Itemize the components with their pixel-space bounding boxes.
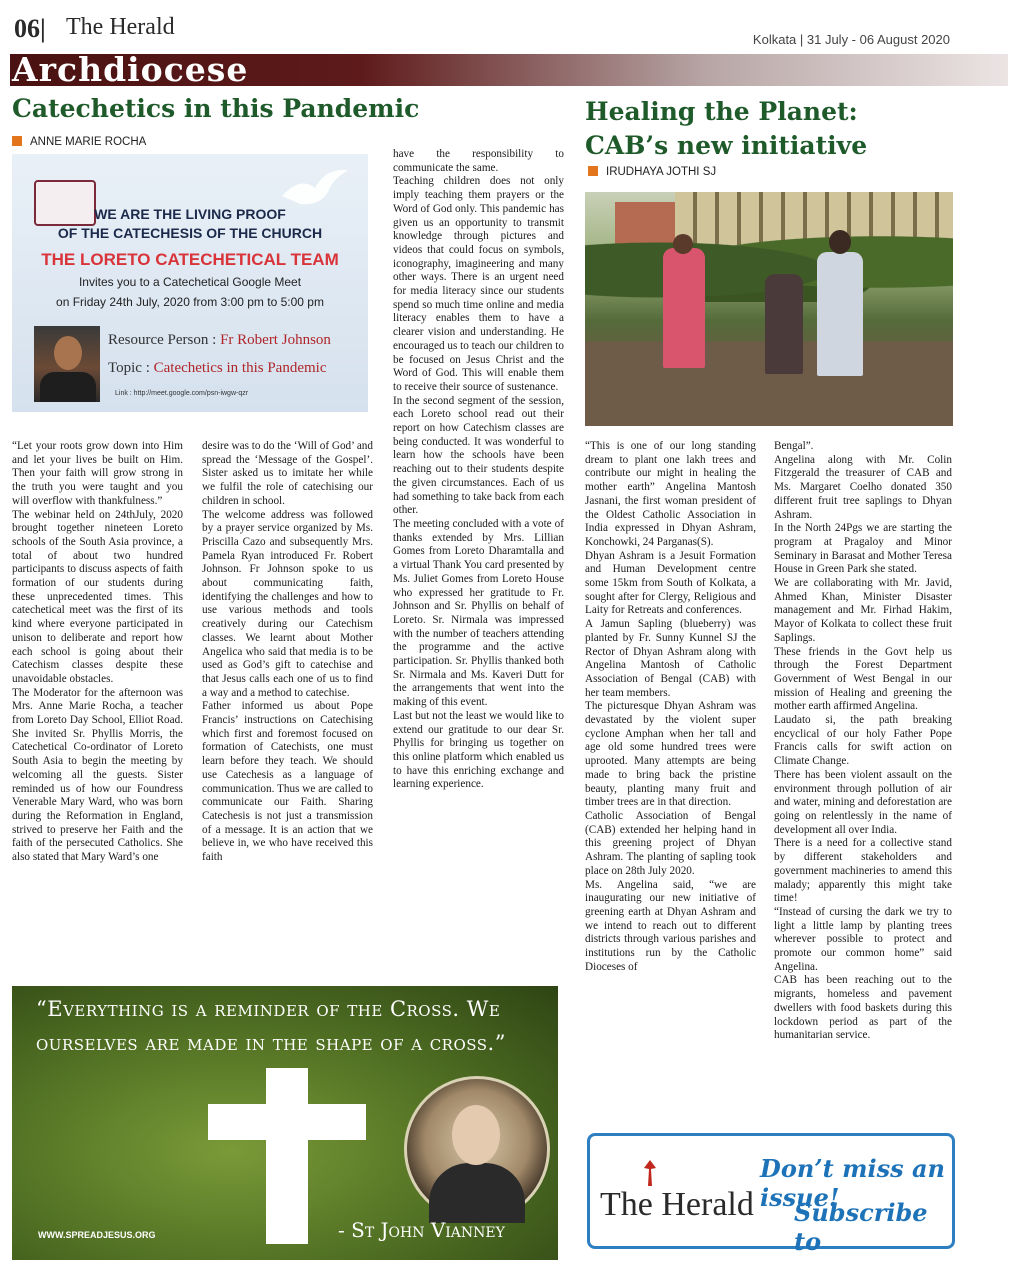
paragraph: Bengal”.	[774, 440, 814, 452]
paragraph: A Jamun Sapling (blueberry) was planted by Fr. Sunny Kunnel SJ the Rector of Dhyan Ashram along with Angelina Mantosh of Catholic Association of Bengal (CAB) with her team members.	[585, 618, 756, 699]
masthead-logo: The Herald	[66, 14, 175, 40]
paragraph: The welcome address was followed by a prayer service organized by Ms. Priscilla Cazo and subsequently Mrs. Pamela Ryan introduced Fr. Robert Johnson. Fr Johnson spoke to us about communicating faith, identifying the challenges and how to use various methods and tools creatively during our Catechism classes. We learnt about Mother Angelica who said that media is to be used as God’s gift to catechise and that Jesus calls each one of us to find a way and a method to catechise.	[202, 508, 373, 699]
article2-byline: IRUDHAYA JOTHI SJ	[588, 166, 716, 178]
paragraph: Laudato si, the path breaking encyclical of our holy Father Pope Francis calls for swift action on Climate Change.	[774, 714, 952, 768]
section-title: Archdiocese	[12, 50, 249, 89]
paragraph: In the second segment of the session, each Loreto school read out their report on how Catechism classes are being conducted. It was wonderful to learn how the schools have been reaching out to their students despite the given circumstances. Each of us had something to take back from each other.	[393, 394, 564, 517]
paragraph: Last but not the least we would like to extend our gratitude to our dear Sr. Phyllis for bringing us together on this online platform which enabled us to have this enriching exchange and learning experience.	[393, 709, 564, 791]
paragraph: These friends in the Govt help us through the Forest Department Government of West Bengal in our mission of Healing and greening the mother earth affirmed Angelina.	[774, 645, 952, 713]
cross-bar	[208, 1104, 366, 1140]
poster-line1: WE ARE THE LIVING PROOF	[94, 206, 286, 222]
paragraph: The Moderator for the afternoon was Mrs. Anne Marie Rocha, a teacher from Loreto Day School, Elliot Road. She invited Sr. Phyllis Morris, the Catechetical Co-ordinator of Loreto South Asia to begin the meeting by welcoming all the guests. Sister reminded us of how our Foundress Venerable Mary Ward, who was born during the Reformation in England, strived to preserve her Faith and the faith of the persecuted Catholics. She also stated that Mary Ward’s one	[12, 686, 183, 864]
article1-headline: Catechetics in this Pandemic	[12, 94, 420, 123]
paragraph: desire was to do the ‘Will of God’ and spread the ‘Message of the Gospel’. Sister asked us to imitate her while we fulfil the role of catechising our children in school.	[202, 440, 373, 507]
article2-headline: Healing the Planet: CAB’s new initiative	[585, 97, 868, 160]
paragraph: In the North 24Pgs we are starting the program at Pragaloy and Minor Seminary in Barasat and Mother Teresa House in Green Park she stated.	[774, 522, 952, 576]
article2-column1	[585, 440, 756, 1120]
page-number: 06|	[14, 14, 46, 43]
poster-resource: Resource Person : Fr Robert Johnson	[108, 332, 331, 348]
article1-column2	[202, 440, 373, 970]
paragraph: Teaching children does not only imply teaching them prayers or the Word of God only. This pandemic has given us an opportunity to transmit knowledge through pictures and videos that could focus on symbols, iconography, imagineering and many other ways. There is an urgent need for media literacy since our students spend so much time online and media literacy enables them to have a clearer vision and understanding. He encouraged us to teach our children to be focused on Jesus Christ and the Word of God. This will enable them to receive their source of sustenance.	[393, 175, 564, 393]
poster-line2: OF THE CATECHESIS OF THE CHURCH	[57, 225, 323, 241]
poster-topic: Topic : Catechetics in this Pandemic	[108, 360, 327, 376]
poster-link: Link : http://meet.google.com/psn-iwgw-qzr	[115, 390, 249, 397]
paragraph: Catholic Association of Bengal (CAB) extended her helping hand in this greening project of Dhyan Ashram. The planting of sapling took place on 28th July 2020.	[585, 809, 756, 877]
paragraph: “Let your roots grow down into Him and let your lives be built on Him. Then your faith will grow strong in the truth you were taught and you will overflow with thankfulness.”	[12, 440, 183, 507]
paragraph: CAB has been reaching out to the migrants, homeless and pavement dwellers with food baskets during this lockdown period as part of the humanitarian service.	[774, 974, 952, 1042]
byline-square-icon	[12, 136, 22, 146]
paragraph: Father informed us about Pope Francis’ instructions on Catechising which first and foremost focused on formation of Catechists, one must learn before they teach. We should use Catechesis as a language of communication. Thus we are called to communicate our Faith. Sharing Catechesis is not just a transmission of a message. It is an action that we believe in, we who have received this faith	[202, 700, 373, 864]
issue-date: Kolkata | 31 July - 06 August 2020	[752, 32, 950, 47]
event-poster	[12, 154, 368, 412]
herald-figure-icon	[642, 1158, 658, 1188]
quote-url: WWW.SPREADJESUS.ORG	[38, 1230, 156, 1240]
poster-invite: Invites you to a Catechetical Google Meet	[78, 275, 302, 289]
article1-column3	[393, 148, 564, 978]
paragraph: “Instead of cursing the dark we try to light a little lamp by planting trees wherever possible to protect and promote our common home” said Angelina.	[774, 905, 952, 973]
tree-planting-photo	[585, 192, 953, 426]
paragraph: “This is one of our long standing dream to plant one lakh trees and contribute our might in healing the mother earth” Angelina Mantosh Jasnani, the first woman president of the Oldest Catholic Association in India expressed in Dhyan Ashram, Konchowki, 24 Parganas(S).	[585, 440, 756, 548]
cross-icon	[266, 1068, 308, 1244]
ad-headline: Don’t miss an issue!	[760, 1154, 945, 1212]
paragraph: Angelina along with Mr. Colin Fitzgerald the treasurer of CAB and Ms. Margaret Coelho donated 350 different fruit tree saplings to Dhyan Ashram.	[774, 453, 952, 521]
paragraph: The meeting concluded with a vote of thanks extended by Mrs. Lillian Gomes from Loreto Dharamtalla and a virtual Thank You card presented by Ms. Juliet Gomes from Loreto House who expressed her gratitude to Fr. Johnson and Sr. Phyllis on behalf of Loreto. Sr. Nirmala was impressed with the number of teachers attending the programme and the active participation. Sr. Phyllis thanked both Sr. Nirmala and Ms. Kaveri Dutt for the arrangements that went into the making of this event.	[393, 517, 564, 709]
poster-when: on Friday 24th July, 2020 from 3:00 pm to 5:00 pm	[56, 295, 324, 309]
paragraph: There has been violent assault on the environment through pollution of air and water, mining and deforestation are going on relentlessly in the name of development all over India.	[774, 768, 952, 836]
article2-column2	[774, 440, 952, 1120]
ad-subscribe-text[interactable]: Subscribe to	[794, 1198, 928, 1256]
article1-byline: ANNE MARIE ROCHA	[12, 136, 146, 148]
quote-banner	[12, 986, 558, 1260]
ad-logo: The Herald	[600, 1186, 754, 1223]
saint-portrait	[404, 1076, 550, 1222]
poster-team: THE LORETO CATECHETICAL TEAM	[41, 250, 339, 269]
paragraph: have the responsibility to communicate the same.	[393, 148, 564, 174]
paragraph: We are collaborating with Mr. Javid, Ahmed Khan, Minister Disaster management and Mr. Firhad Hakim, Mayor of Kolkata to collect these fruit Saplings.	[774, 577, 952, 644]
paragraph: The picturesque Dhyan Ashram was devastated by the violent super cyclone Amphan when her tall and age old some hundred trees were uprooted. Many attempts are being made to bring back the pristine beauty, planting many fruit and timber trees are in that direction.	[585, 700, 756, 809]
paragraph: Dhyan Ashram is a Jesuit Formation and Human Development centre some 15km from South of Kolkata, a sought after for Clergy, Religious and Laity for Retreats and conferences.	[585, 549, 756, 617]
byline-square-icon	[588, 166, 598, 176]
paragraph: Ms. Angelina said, “we are inaugurating our new initiative of greening earth at Dhyan Ashram and we intend to reach out to different districts through various parishes and institutions run by the Catholic Dioceses of	[585, 878, 756, 973]
paragraph: There is a need for a collective stand by different stakeholders and government machineries to amend this malady; apparently this might take time!	[774, 837, 952, 905]
article1-column1	[12, 440, 183, 970]
paragraph: The webinar held on 24thJuly, 2020 brought together nineteen Loreto schools of the South Asia province, a total of about two hundred participants to discuss aspects of faith formation of our students during these unprecedented times. This catechetical meet was the first of its kind where everyone participated in unison to deliberate and report how each school is going about their Catechism classes despite these unavoidable obstacles.	[12, 508, 183, 685]
quote-text: “Everything is a reminder of the Cross. We ourselves are made in the shape of a cross.”	[36, 997, 506, 1055]
quote-attribution: - St John Vianney	[338, 1218, 505, 1242]
avatar	[34, 326, 100, 402]
subscribe-ad[interactable]	[587, 1133, 955, 1256]
